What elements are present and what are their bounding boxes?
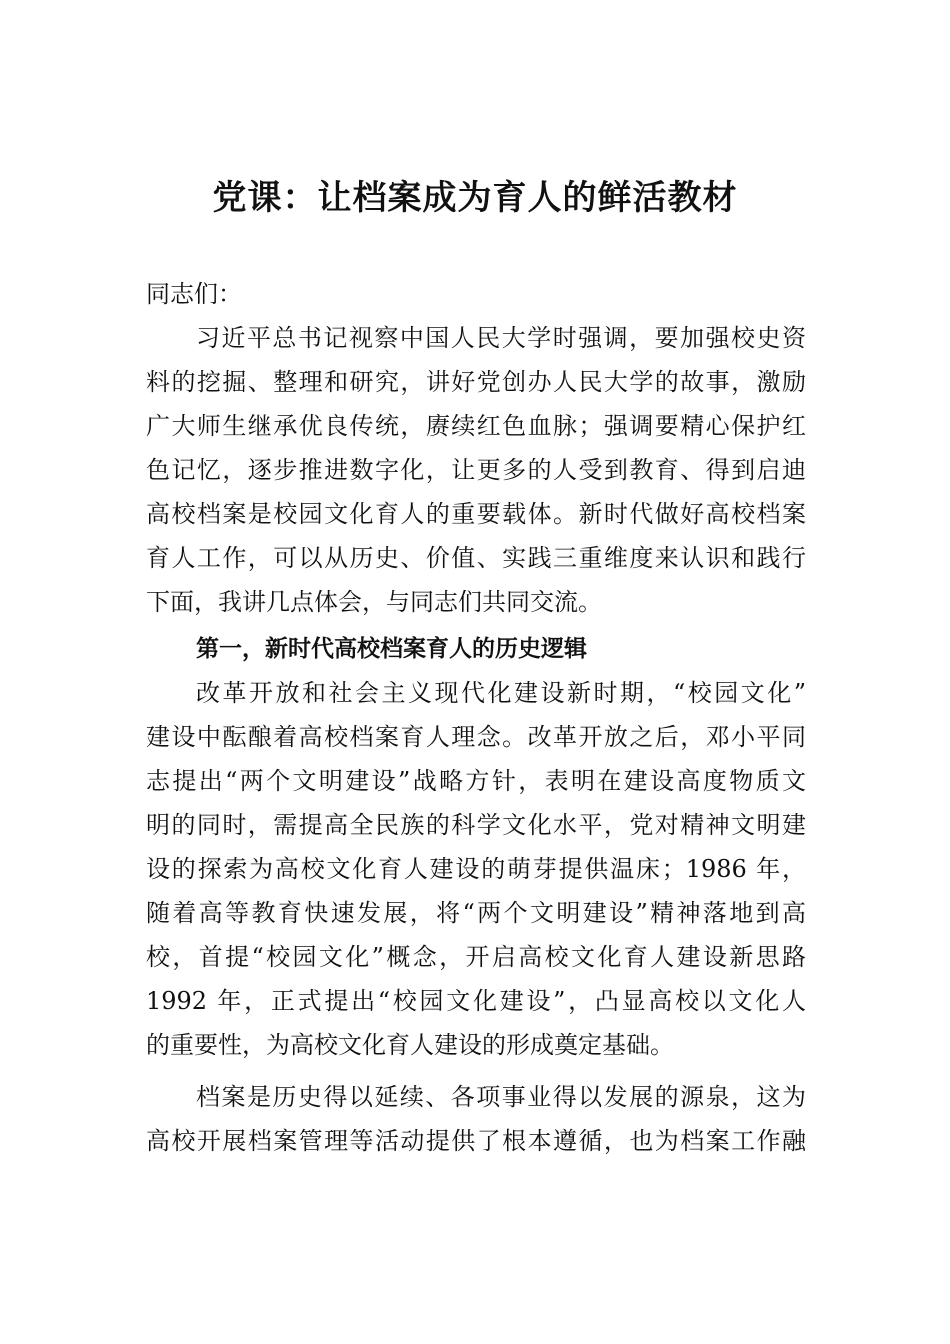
paragraph-line: 随着高等教育快速发展，将“两个文明建设”精神落地到高 (146, 899, 806, 927)
section-heading: 第一，新时代高校档案育人的历史逻辑 (196, 636, 587, 662)
paragraph-line: 广大师生继承优良传统，赓续红色血脉；强调要精心保护红 (146, 412, 806, 440)
paragraph-line: 建设中酝酿着高校档案育人理念。改革开放之后，邓小平同 (146, 723, 806, 751)
paragraph-line: 的重要性，为高校文化育人建设的形成奠定基础。 (146, 1031, 674, 1059)
paragraph-line: 育人工作，可以从历史、价值、实践三重维度来认识和践行 (146, 544, 806, 572)
paragraph-line: 明的同时，需提高全民族的科学文化水平，党对精神文明建 (146, 811, 806, 839)
document-title: 党课：让档案成为育人的鲜活教材 (212, 178, 738, 218)
paragraph-line: 高校开展档案管理等活动提供了根本遵循，也为档案工作融 (146, 1127, 806, 1155)
paragraph-line: 设的探索为高校文化育人建设的萌芽提供温床；1986 年， (146, 855, 806, 883)
paragraph-line: 料的挖掘、整理和研究，讲好党创办人民大学的故事，激励 (146, 368, 806, 396)
paragraph-line: 1992 年，正式提出“校园文化建设”，凸显高校以文化人 (146, 987, 806, 1015)
paragraph-line: 下面，我讲几点体会，与同志们共同交流。 (146, 588, 602, 616)
paragraph-line: 高校档案是校园文化育人的重要载体。新时代做好高校档案 (146, 500, 806, 528)
paragraph-line: 习近平总书记视察中国人民大学时强调，要加强校史资 (196, 324, 806, 352)
paragraph-line: 校，首提“校园文化”概念，开启高校文化育人建设新思路 (146, 943, 806, 971)
paragraph-line: 志提出“两个文明建设”战略方针，表明在建设高度物质文 (146, 767, 806, 795)
paragraph-line: 改革开放和社会主义现代化建设新时期，“校园文化” (196, 679, 806, 707)
salutation: 同志们： (146, 280, 242, 308)
paragraph-line: 色记忆，逐步推进数字化，让更多的人受到教育、得到启迪 (146, 456, 806, 484)
paragraph-line: 档案是历史得以延续、各项事业得以发展的源泉，这为 (196, 1083, 806, 1111)
